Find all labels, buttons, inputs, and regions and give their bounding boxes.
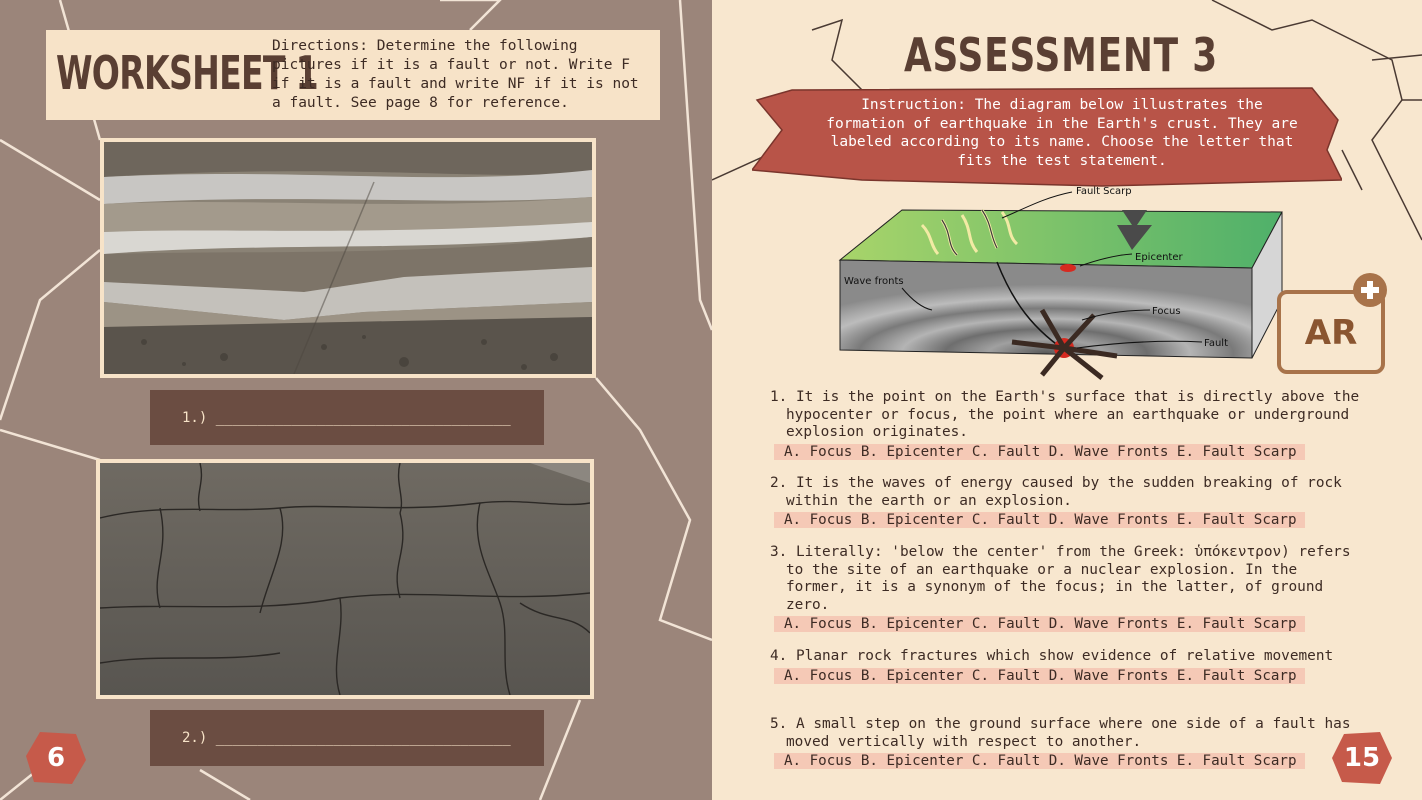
question-text: 2. It is the waves of energy caused by the sudden breaking of rock within the earth or an explosion. — [770, 475, 1342, 509]
question-text: 4. Planar rock fractures which show evidence of relative movement — [770, 648, 1334, 664]
answer-line-2: 2.) ___________________________________ — [182, 730, 511, 746]
answer-choices[interactable]: A. Focus B. Epicenter C. Fault D. Wave Fronts E. Fault Scarp — [774, 668, 1305, 684]
fault-photo-1 — [100, 138, 596, 378]
question-text: 3. Literally: 'below the center' from the Greek: ὑπόκεντρον) refers to the site of an earthquake or a nuclear explosion. In the former, it is a synonym of the focus; in the latter, of ground zero. — [770, 544, 1351, 613]
answer-line-1: 1.) ___________________________________ — [182, 410, 511, 426]
page-number-left: 6 — [46, 743, 66, 773]
worksheet-header — [46, 30, 660, 120]
label-epicenter: Epicenter — [1135, 252, 1183, 263]
label-fault-scarp: Fault Scarp — [1076, 186, 1132, 197]
answer-box-2[interactable] — [150, 710, 544, 766]
instruction-text: Instruction: The diagram below illustrates the formation of earthquake in the Earth's crust. They are labeled according to its name. Choose the letter that fits the test statement. — [826, 97, 1298, 169]
ar-badge[interactable] — [1275, 272, 1395, 376]
page-number-badge-left — [24, 730, 88, 786]
label-wave-fronts: Wave fronts — [844, 276, 904, 287]
question-3 — [770, 544, 1360, 632]
page-number-badge-right — [1330, 730, 1394, 786]
answer-box-1[interactable] — [150, 390, 544, 445]
pavement-image — [100, 463, 590, 695]
label-focus: Focus — [1152, 306, 1181, 317]
label-fault: Fault — [1204, 338, 1228, 349]
question-1 — [770, 389, 1360, 460]
answer-choices[interactable]: A. Focus B. Epicenter C. Fault D. Wave Fronts E. Fault Scarp — [774, 753, 1305, 769]
question-text: 1. It is the point on the Earth's surface that is directly above the hypocenter or focus, the point where an earthquake or underground explosion originates. — [770, 389, 1360, 440]
answer-choices[interactable]: A. Focus B. Epicenter C. Fault D. Wave Fronts E. Fault Scarp — [774, 616, 1305, 632]
answer-choices[interactable]: A. Focus B. Epicenter C. Fault D. Wave Fronts E. Fault Scarp — [774, 444, 1305, 460]
question-4 — [770, 648, 1360, 684]
cracked-pavement-photo — [96, 459, 594, 699]
page-number-right: 15 — [1343, 743, 1381, 773]
right-page — [712, 0, 1422, 800]
worksheet-directions: Directions: Determine the following pictures if it is a fault or not. Write F if it is a fault and write NF if it is not a fault. See page 8 for reference. — [272, 38, 639, 111]
question-5 — [770, 716, 1360, 769]
question-2 — [770, 475, 1360, 528]
worksheet-title: WORKSHEET 1 — [56, 46, 318, 100]
answer-choices[interactable]: A. Focus B. Epicenter C. Fault D. Wave Fronts E. Fault Scarp — [774, 512, 1305, 528]
assessment-title: ASSESSMENT 3 — [904, 28, 1218, 82]
question-text: 5. A small step on the ground surface where one side of a fault has moved vertically with respect to another. — [770, 716, 1351, 750]
earthquake-diagram — [832, 180, 1292, 380]
rock-layers-image — [104, 142, 592, 374]
ar-badge-label: AR — [1304, 313, 1358, 353]
